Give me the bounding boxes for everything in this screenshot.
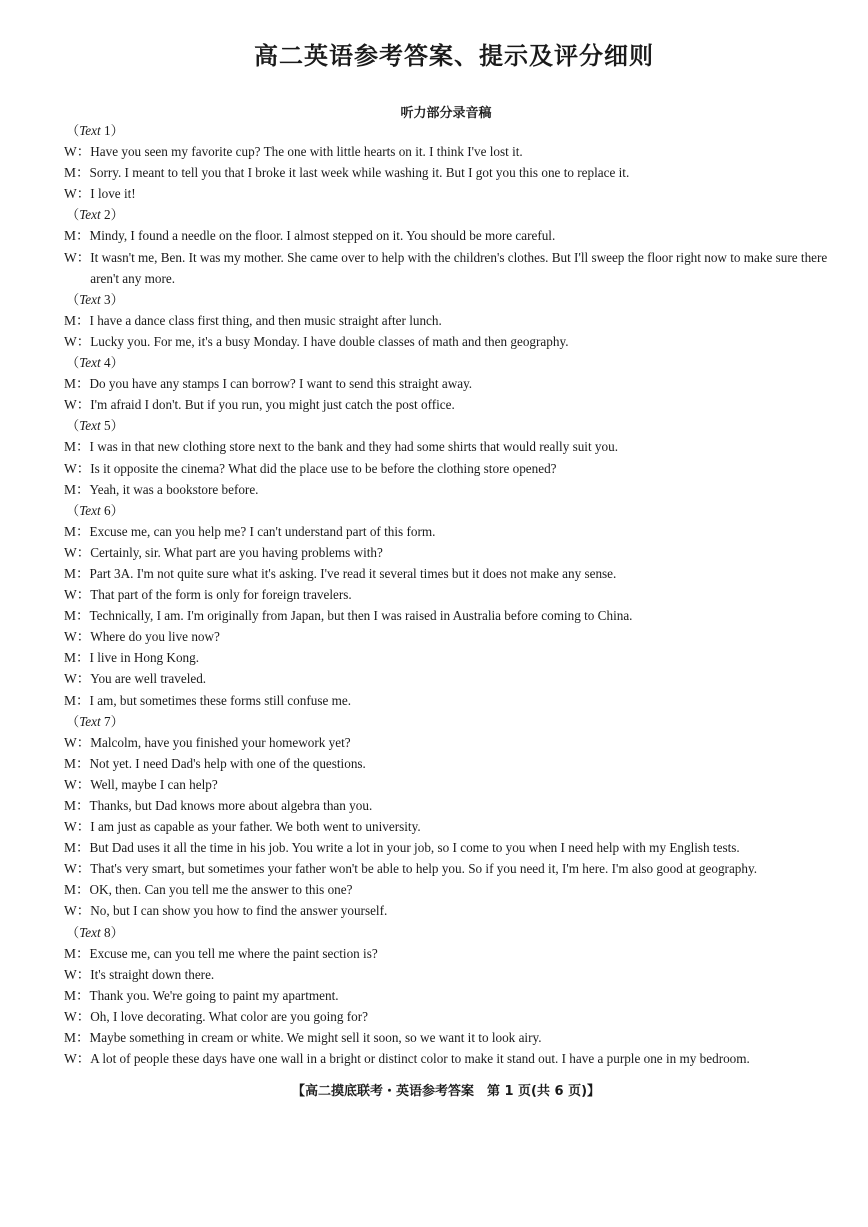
dialogue-text: That's very smart, but sometimes your father won't be able to help you. So if you need it, I'm here. I'm also good at geography. <box>90 861 758 877</box>
dialogue-line <box>64 1027 836 1048</box>
speaker-label: M： <box>64 439 90 455</box>
dialogue-text: Have you seen my favorite cup? The one with little hearts on it. I think I've lost it. <box>90 144 523 160</box>
dialogue-line <box>64 668 836 689</box>
dialogue-line <box>64 732 836 753</box>
dialogue-line <box>64 331 836 352</box>
text-label-number: 7 <box>103 713 111 729</box>
dialogue-text: It's straight down there. <box>90 966 215 982</box>
dialogue-line <box>64 795 836 816</box>
page-footer: 【高二摸底联考・英语参考答案 第 1 页(共 6 页)】 <box>291 1084 601 1099</box>
speaker-label: M： <box>64 987 90 1003</box>
dialogue-text: Excuse me, can you help me? I can't understand part of this form. <box>89 523 436 539</box>
speaker-label: M： <box>64 798 90 813</box>
speaker-label: W： <box>64 966 91 982</box>
speaker-label: M： <box>64 692 90 708</box>
dialogue-line <box>64 479 836 500</box>
text-label-word: Text <box>79 207 101 223</box>
speaker-label: W： <box>64 861 91 877</box>
dialogue-line <box>64 542 836 563</box>
dialogue-text: No, but I can show you how to find the answer yourself. <box>90 903 388 919</box>
dialogue-line <box>64 816 836 837</box>
text-label-number: 5 <box>103 418 111 434</box>
text-label-word: Text <box>79 502 101 518</box>
dialogue-text: Lucky you. For me, it's a busy Monday. I have double classes of math and then geography. <box>90 333 569 349</box>
dialogue-text: I live in Hong Kong. <box>89 650 200 666</box>
transcript-body <box>64 120 836 1069</box>
dialogue-text: Thanks, but Dad knows more about algebra than you. <box>89 798 373 813</box>
dialogue-text: Certainly, sir. What part are you having problems with? <box>90 544 383 560</box>
dialogue-line <box>64 225 836 246</box>
dialogue-line <box>64 436 836 457</box>
speaker-label: W： <box>64 249 91 265</box>
dialogue-line <box>64 985 836 1006</box>
dialogue-text: Mindy, I found a needle on the floor. I almost stepped on it. You should be more careful. <box>89 228 556 244</box>
speaker-label: W： <box>64 460 91 476</box>
dialogue-line <box>64 394 836 415</box>
text-label-word: Text <box>79 418 101 434</box>
dialogue-text: That part of the form is only for foreign travelers. <box>90 587 352 603</box>
speaker-label: W： <box>64 186 91 202</box>
dialogue-line <box>64 563 836 584</box>
text-label-number: 3 <box>103 291 111 307</box>
dialogue-line <box>64 964 836 985</box>
dialogue-line <box>64 943 836 964</box>
text-label-number: 4 <box>103 355 111 371</box>
section-subtitle: 听力部分录音稿 <box>400 106 492 121</box>
dialogue-line <box>64 774 836 795</box>
dialogue-text: Not yet. I need Dad's help with one of the questions. <box>89 755 366 771</box>
dialogue-line <box>64 879 836 900</box>
text-label-number: 8 <box>103 924 111 940</box>
speaker-label: M： <box>64 523 90 539</box>
text-label: （Text 5） <box>66 418 124 434</box>
dialogue-text: Is it opposite the cinema? What did the place use to be before the clothing store opened? <box>90 460 557 476</box>
dialogue-text: Excuse me, can you tell me where the paint section is? <box>89 945 378 961</box>
speaker-label: W： <box>64 1051 91 1067</box>
text-label: （Text 4） <box>66 355 124 371</box>
page-title: 高二英语参考答案、提示及评分细则 <box>254 42 654 70</box>
dialogue-text: I love it! <box>90 186 136 202</box>
dialogue-text: Sorry. I meant to tell you that I broke it last week while washing it. But I got you this one to replace it. <box>89 165 630 181</box>
dialogue-text: Do you have any stamps I can borrow? I want to send this straight away. <box>89 376 473 392</box>
dialogue-line <box>64 690 836 711</box>
dialogue-text: You are well traveled. <box>90 671 207 687</box>
dialogue-line <box>64 1048 836 1069</box>
text-label-word: Text <box>79 355 101 371</box>
dialogue-text: Well, maybe I can help? <box>90 776 218 792</box>
dialogue-line <box>64 521 836 542</box>
dialogue-text: OK, then. Can you tell me the answer to this one? <box>89 882 353 898</box>
speaker-label: M： <box>64 565 90 581</box>
speaker-label: W： <box>64 629 91 645</box>
speaker-label: M： <box>64 312 90 328</box>
speaker-label: W： <box>64 734 91 750</box>
dialogue-line <box>64 141 836 162</box>
dialogue-text: Yeah, it was a bookstore before. <box>89 481 259 497</box>
speaker-label: W： <box>64 1008 91 1024</box>
dialogue-line <box>64 858 836 879</box>
speaker-label: W： <box>64 903 91 919</box>
speaker-label: W： <box>64 819 91 835</box>
speaker-label: M： <box>64 228 90 244</box>
dialogue-text: Malcolm, have you finished your homework yet? <box>90 734 351 750</box>
dialogue-text: A lot of people these days have one wall in a bright or distinct color to make it stand out. I have a purple one in my bedroom. <box>90 1051 750 1067</box>
speaker-label: M： <box>64 376 90 392</box>
dialogue-text: Part 3A. I'm not quite sure what it's asking. I've read it several times but it does not make any sense. <box>89 565 617 581</box>
text-label: （Text 3） <box>66 291 124 307</box>
dialogue-text: I am just as capable as your father. We both went to university. <box>90 819 421 835</box>
text-label: （Text 2） <box>66 207 124 223</box>
dialogue-line <box>64 310 836 331</box>
text-label-word: Text <box>79 291 101 307</box>
text-label-word: Text <box>79 123 101 138</box>
dialogue-line <box>64 647 836 668</box>
dialogue-line <box>64 1006 836 1027</box>
dialogue-line <box>64 626 836 647</box>
speaker-label: M： <box>64 840 90 856</box>
dialogue-line <box>64 584 836 605</box>
text-label-word: Text <box>79 924 101 940</box>
dialogue-text: Thank you. We're going to paint my apartment. <box>89 987 339 1003</box>
dialogue-text: Technically, I am. I'm originally from Japan, but then I was raised in Australia before coming to China. <box>89 608 633 624</box>
dialogue-text: I have a dance class first thing, and then music straight after lunch. <box>89 312 442 328</box>
text-label: （Text 1） <box>66 123 124 138</box>
dialogue-text: I am, but sometimes these forms still confuse me. <box>89 692 352 708</box>
dialogue-line <box>64 900 836 921</box>
speaker-label: W： <box>64 144 91 160</box>
speaker-label: M： <box>64 608 90 624</box>
dialogue-line <box>64 162 836 183</box>
text-label: （Text 8） <box>66 924 124 940</box>
speaker-label: M： <box>64 945 90 961</box>
dialogue-line <box>64 247 836 289</box>
text-label-word: Text <box>79 713 101 729</box>
speaker-label: M： <box>64 755 90 771</box>
dialogue-line <box>64 605 836 626</box>
dialogue-line <box>64 373 836 394</box>
speaker-label: M： <box>64 882 90 898</box>
speaker-label: M： <box>64 650 90 666</box>
speaker-label: M： <box>64 1030 90 1046</box>
speaker-label: W： <box>64 587 91 603</box>
text-label-number: 6 <box>103 502 111 518</box>
dialogue-line <box>64 837 836 858</box>
dialogue-text: It wasn't me, Ben. It was my mother. She came over to help with the children's clothes. But I'll sweep the floor right now to make sure there aren't any more. <box>90 249 828 286</box>
text-label: （Text 6） <box>66 502 124 518</box>
speaker-label: W： <box>64 333 91 349</box>
dialogue-text: Where do you live now? <box>90 629 220 645</box>
dialogue-line <box>64 183 836 204</box>
text-label-number: 2 <box>103 207 111 223</box>
speaker-label: W： <box>64 671 91 687</box>
dialogue-text: I'm afraid I don't. But if you run, you might just catch the post office. <box>90 397 455 413</box>
text-label-number: 1 <box>103 123 111 138</box>
speaker-label: M： <box>64 165 90 181</box>
speaker-label: W： <box>64 776 91 792</box>
dialogue-text: Oh, I love decorating. What color are you going for? <box>90 1008 368 1024</box>
dialogue-line <box>64 753 836 774</box>
speaker-label: W： <box>64 544 91 560</box>
text-label: （Text 7） <box>66 713 124 729</box>
speaker-label: M： <box>64 481 90 497</box>
dialogue-text: Maybe something in cream or white. We might sell it soon, so we want it to look airy. <box>89 1030 542 1046</box>
dialogue-text: I was in that new clothing store next to the bank and they had some shirts that would really suit you. <box>89 439 619 455</box>
dialogue-text: But Dad uses it all the time in his job. You write a lot in your job, so I come to you when I need help with my English tests. <box>89 840 740 856</box>
speaker-label: W： <box>64 397 91 413</box>
dialogue-line <box>64 458 836 479</box>
